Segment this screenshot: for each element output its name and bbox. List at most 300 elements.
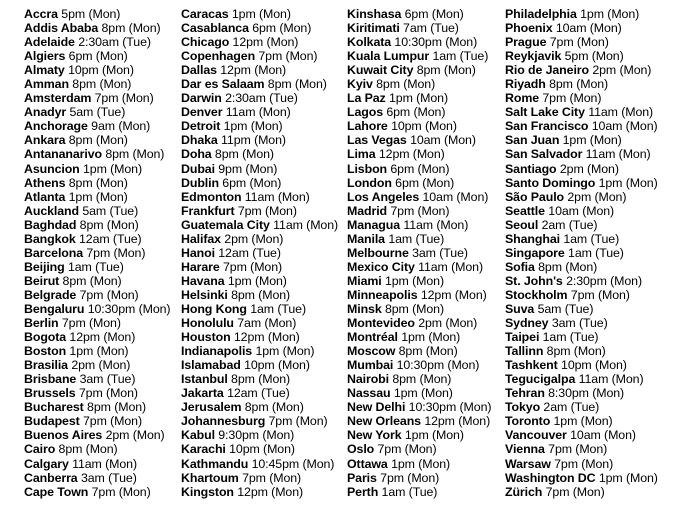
list-item: [347, 274, 491, 288]
list-item: [181, 344, 338, 358]
list-item: [181, 302, 338, 316]
city-name: Khartoum: [181, 470, 239, 485]
list-item: [347, 288, 491, 302]
list-item: [24, 63, 170, 77]
list-item: [181, 330, 338, 344]
local-time: 1am (Tue): [432, 49, 489, 64]
city-name: Santo Domingo: [505, 175, 596, 190]
list-item: [505, 428, 658, 442]
local-time: 12am (Tue): [218, 245, 281, 260]
world-clock-list: [0, 7, 690, 523]
city-name: Jakarta: [181, 386, 224, 401]
list-item: [181, 91, 338, 105]
list-item: [181, 133, 338, 147]
local-time: 1pm (Mon): [389, 91, 449, 106]
local-time: 7pm (Mon): [86, 245, 146, 260]
list-item: [347, 204, 491, 218]
list-item: [505, 91, 658, 105]
local-time: 9am (Mon): [91, 119, 151, 134]
list-item: [181, 77, 338, 91]
city-name: Prague: [505, 35, 547, 50]
local-time: 10am (Mon): [410, 133, 476, 148]
local-time: 1pm (Mon): [401, 330, 461, 345]
local-time: 2pm (Mon): [567, 189, 627, 204]
city-name: Dublin: [181, 175, 219, 190]
local-time: 10pm (Mon): [561, 358, 627, 373]
city-name: Auckland: [24, 203, 79, 218]
city-name: Tashkent: [505, 358, 558, 373]
city-name: Sydney: [505, 316, 549, 331]
list-item: [347, 49, 491, 63]
list-item: [347, 358, 491, 372]
city-name: Almaty: [24, 63, 65, 78]
list-item: [347, 386, 491, 400]
city-name: Sofia: [505, 259, 535, 274]
local-time: 5am (Tue): [69, 105, 126, 120]
local-time: 3am (Tue): [412, 245, 468, 260]
city-name: Melbourne: [347, 245, 409, 260]
list-item: [181, 316, 338, 330]
local-time: 2:30am (Tue): [78, 35, 151, 50]
city-name: Brisbane: [24, 372, 77, 387]
list-item: [24, 471, 170, 485]
local-time: 10pm (Mon): [68, 63, 134, 78]
list-item: [24, 147, 170, 161]
list-item: [347, 442, 491, 456]
list-item: [181, 442, 338, 456]
local-time: 11am (Mon): [244, 189, 310, 204]
list-item: [505, 7, 658, 21]
local-time: 7am (Tue): [403, 21, 459, 36]
list-item: [24, 358, 170, 372]
city-name: Oslo: [347, 442, 375, 457]
city-name: Ankara: [24, 133, 66, 148]
local-time: 7pm (Mon): [545, 484, 605, 499]
city-name: Harare: [181, 259, 220, 274]
local-time: 7pm (Mon): [242, 470, 302, 485]
list-item: [505, 133, 658, 147]
city-name: Doha: [181, 147, 212, 162]
city-name: London: [347, 175, 392, 190]
list-item: [24, 288, 170, 302]
local-time: 11am (Mon): [403, 217, 469, 232]
city-name: Moscow: [347, 344, 396, 359]
city-name: Ottawa: [347, 456, 388, 471]
city-name: Helsinki: [181, 287, 228, 302]
list-item: [505, 190, 658, 204]
list-item: [181, 190, 338, 204]
local-time: 10am (Mon): [548, 203, 615, 218]
local-time: 2:30pm (Mon): [566, 273, 642, 288]
city-name: Indianapolis: [181, 344, 253, 359]
local-time: 12am (Tue): [78, 231, 142, 246]
city-name: Los Angeles: [347, 189, 420, 204]
list-item: [505, 218, 658, 232]
local-time: 2pm (Mon): [559, 161, 619, 176]
city-name: Dhaka: [181, 133, 218, 148]
city-name: Chicago: [181, 35, 230, 50]
city-name: Nairobi: [347, 372, 389, 387]
local-time: 10pm (Mon): [391, 119, 457, 134]
local-time: 5am (Tue): [537, 301, 594, 316]
list-item: [347, 218, 491, 232]
local-time: 6pm (Mon): [68, 49, 128, 64]
local-time: 5pm (Mon): [564, 49, 624, 64]
local-time: 8pm (Mon): [244, 400, 304, 415]
list-item: [181, 176, 338, 190]
city-name: Stockholm: [505, 287, 568, 302]
list-item: [347, 457, 491, 471]
city-name: Adelaide: [24, 35, 75, 50]
city-name: Dubai: [181, 161, 215, 176]
city-name: Manila: [347, 231, 385, 246]
list-item: [505, 246, 658, 260]
list-item: [181, 288, 338, 302]
city-name: Buenos Aires: [24, 428, 103, 443]
city-name: Rome: [505, 91, 540, 106]
city-name: Mumbai: [347, 358, 394, 373]
city-name: Hanoi: [181, 245, 215, 260]
list-item: [24, 485, 170, 499]
column-1: [24, 7, 170, 499]
local-time: 1am (Tue): [250, 301, 306, 316]
city-name: Cape Town: [24, 484, 89, 499]
city-name: Beirut: [24, 273, 60, 288]
list-item: [347, 428, 491, 442]
local-time: 6pm (Mon): [390, 161, 450, 176]
local-time: 1pm (Mon): [553, 414, 613, 429]
local-time: 1pm (Mon): [223, 119, 283, 134]
local-time: 1pm (Mon): [69, 344, 129, 359]
list-item: [505, 21, 658, 35]
list-item: [24, 21, 170, 35]
city-name: La Paz: [347, 91, 386, 106]
list-item: [181, 63, 338, 77]
city-name: Caracas: [181, 7, 229, 21]
city-name: Houston: [181, 330, 231, 345]
list-item: [505, 147, 658, 161]
local-time: 2pm (Mon): [224, 231, 284, 246]
city-name: Brasilia: [24, 358, 68, 373]
list-item: [24, 457, 170, 471]
list-item: [181, 485, 338, 499]
local-time: 1am (Tue): [542, 330, 599, 345]
local-time: 7pm (Mon): [61, 316, 121, 331]
city-name: Havana: [181, 273, 225, 288]
city-name: Canberra: [24, 470, 78, 485]
list-item: [505, 372, 658, 386]
list-item: [347, 302, 491, 316]
local-time: 10am (Mon): [570, 428, 636, 443]
list-item: [505, 77, 658, 91]
list-item: [24, 344, 170, 358]
city-name: Seattle: [505, 203, 545, 218]
city-name: Baghdad: [24, 217, 77, 232]
city-name: Shanghai: [505, 231, 560, 246]
local-time: 12pm (Mon): [378, 147, 445, 162]
list-item: [505, 471, 658, 485]
local-time: 11am (Mon): [418, 259, 483, 274]
list-item: [505, 35, 658, 49]
list-item: [347, 400, 491, 414]
city-name: Brussels: [24, 386, 76, 401]
list-item: [505, 119, 658, 133]
local-time: 6pm (Mon): [404, 7, 464, 21]
list-item: [505, 414, 658, 428]
local-time: 8pm (Mon): [101, 21, 161, 36]
list-item: [505, 442, 658, 456]
city-name: Asuncion: [24, 161, 80, 176]
list-item: [347, 190, 491, 204]
list-item: [347, 246, 491, 260]
city-name: Santiago: [505, 161, 557, 176]
list-item: [181, 232, 338, 246]
city-name: Taipei: [505, 330, 540, 345]
local-time: 7pm (Mon): [549, 35, 609, 50]
list-item: [24, 77, 170, 91]
local-time: 7pm (Mon): [237, 203, 297, 218]
city-name: New Delhi: [347, 400, 406, 415]
city-name: Anadyr: [24, 105, 67, 120]
list-item: [347, 344, 491, 358]
local-time: 2pm (Mon): [592, 63, 652, 78]
list-item: [24, 7, 170, 21]
city-name: Detroit: [181, 119, 221, 134]
list-item: [347, 372, 491, 386]
city-name: Toronto: [505, 414, 551, 429]
city-name: Philadelphia: [505, 7, 577, 21]
list-item: [347, 232, 491, 246]
list-item: [347, 162, 491, 176]
local-time: 10:30pm (Mon): [408, 400, 492, 415]
city-name: Reykjavik: [505, 49, 562, 64]
list-item: [181, 119, 338, 133]
city-name: Tehran: [505, 386, 545, 401]
city-name: Mexico City: [347, 259, 415, 274]
city-name: New Orleans: [347, 414, 421, 429]
local-time: 8pm (Mon): [267, 77, 327, 92]
column-3: [347, 7, 491, 499]
local-time: 2am (Tue): [541, 217, 598, 232]
city-name: Singapore: [505, 245, 565, 260]
local-time: 12pm (Mon): [420, 287, 487, 302]
local-time: 1pm (Mon): [562, 133, 622, 148]
list-item: [24, 35, 170, 49]
local-time: 1pm (Mon): [83, 161, 143, 176]
local-time: 2pm (Mon): [71, 358, 131, 373]
list-item: [24, 274, 170, 288]
list-item: [24, 204, 170, 218]
local-time: 7pm (Mon): [570, 287, 630, 302]
city-name: San Juan: [505, 133, 560, 148]
local-time: 1am (Tue): [388, 231, 445, 246]
city-name: Montevideo: [347, 316, 415, 331]
local-time: 8pm (Mon): [105, 147, 165, 162]
city-name: Las Vegas: [347, 133, 407, 148]
list-item: [505, 457, 658, 471]
list-item: [347, 21, 491, 35]
local-time: 1am (Tue): [381, 484, 438, 499]
list-item: [505, 260, 658, 274]
local-time: 12pm (Mon): [220, 63, 287, 78]
city-name: Boston: [24, 344, 67, 359]
city-name: Kathmandu: [181, 456, 249, 471]
list-item: [505, 358, 658, 372]
city-name: Denver: [181, 105, 223, 120]
city-name: Warsaw: [505, 456, 551, 471]
list-item: [181, 358, 338, 372]
local-time: 8pm (Mon): [72, 77, 132, 92]
local-time: 1pm (Mon): [255, 344, 315, 359]
list-item: [24, 133, 170, 147]
city-name: Belgrade: [24, 287, 77, 302]
city-name: Nassau: [347, 386, 391, 401]
local-time: 10am (Mon): [555, 21, 622, 36]
city-name: Kingston: [181, 484, 234, 499]
list-item: [181, 260, 338, 274]
list-item: [181, 7, 338, 21]
list-item: [505, 232, 658, 246]
city-name: Kabul: [181, 428, 215, 443]
list-item: [347, 63, 491, 77]
local-time: 9pm (Mon): [218, 161, 278, 176]
city-name: Tegucigalpa: [505, 372, 576, 387]
city-name: Anchorage: [24, 119, 88, 134]
city-name: Riyadh: [505, 77, 546, 92]
local-time: 6pm (Mon): [252, 21, 312, 36]
list-item: [347, 119, 491, 133]
list-item: [181, 147, 338, 161]
city-name: Islamabad: [181, 358, 241, 373]
local-time: 7pm (Mon): [258, 49, 318, 64]
local-time: 7am (Mon): [237, 316, 297, 331]
city-name: Kuwait City: [347, 63, 414, 78]
local-time: 11am (Mon): [578, 372, 644, 387]
list-item: [24, 49, 170, 63]
list-item: [347, 91, 491, 105]
local-time: 7pm (Mon): [91, 484, 151, 499]
city-name: Barcelona: [24, 245, 84, 260]
local-time: 11am (Mon): [588, 105, 654, 120]
list-item: [181, 428, 338, 442]
local-time: 3am (Tue): [79, 372, 136, 387]
city-name: Dar es Salaam: [181, 77, 265, 92]
city-name: Copenhagen: [181, 49, 256, 64]
city-name: Antananarivo: [24, 147, 102, 162]
list-item: [347, 105, 491, 119]
city-name: Seoul: [505, 217, 539, 232]
list-item: [505, 485, 658, 499]
city-name: Paris: [347, 470, 377, 485]
local-time: 2am (Tue): [543, 400, 600, 415]
local-time: 7pm (Mon): [268, 414, 328, 429]
local-time: 7pm (Mon): [554, 456, 614, 471]
city-name: Bangkok: [24, 231, 76, 246]
local-time: 1pm (Mon): [404, 428, 464, 443]
list-item: [181, 457, 338, 471]
city-name: Tallinn: [505, 344, 544, 359]
list-item: [181, 218, 338, 232]
list-item: [181, 162, 338, 176]
list-item: [181, 246, 338, 260]
local-time: 8pm (Mon): [376, 77, 436, 92]
city-name: Tokyo: [505, 400, 541, 415]
city-name: Amsterdam: [24, 91, 92, 106]
local-time: 11am (Mon): [72, 456, 137, 471]
local-time: 8pm (Mon): [538, 259, 598, 274]
city-name: New York: [347, 428, 402, 443]
local-time: 11am (Mon): [273, 217, 339, 232]
city-name: Phoenix: [505, 21, 553, 36]
list-item: [24, 442, 170, 456]
city-name: St. John's: [505, 273, 563, 288]
city-name: Vienna: [505, 442, 545, 457]
city-name: Vancouver: [505, 428, 567, 443]
list-item: [181, 204, 338, 218]
local-time: 5am (Tue): [82, 203, 139, 218]
city-name: Kinshasa: [347, 7, 402, 21]
city-name: Istanbul: [181, 372, 228, 387]
list-item: [505, 330, 658, 344]
list-item: [181, 400, 338, 414]
local-time: 12pm (Mon): [232, 35, 299, 50]
city-name: Jerusalem: [181, 400, 242, 415]
city-name: Honolulu: [181, 316, 234, 331]
list-item: [24, 190, 170, 204]
list-item: [24, 260, 170, 274]
local-time: 8pm (Mon): [384, 301, 444, 316]
local-time: 8:30pm (Mon): [548, 386, 625, 401]
local-time: 1pm (Mon): [384, 273, 444, 288]
city-name: Minsk: [347, 301, 382, 316]
local-time: 1pm (Mon): [580, 7, 640, 21]
city-name: Beijing: [24, 259, 65, 274]
list-item: [505, 49, 658, 63]
local-time: 1am (Tue): [67, 259, 124, 274]
city-name: Lagos: [347, 105, 383, 120]
list-item: [347, 7, 491, 21]
city-name: Casablanca: [181, 21, 249, 36]
local-time: 8pm (Mon): [58, 442, 118, 457]
list-item: [505, 204, 658, 218]
city-name: Frankfurt: [181, 203, 235, 218]
list-item: [24, 119, 170, 133]
local-time: 7pm (Mon): [83, 414, 143, 429]
local-time: 2pm (Mon): [418, 316, 478, 331]
list-item: [505, 63, 658, 77]
local-time: 10:30pm (Mon): [396, 358, 480, 373]
list-item: [24, 316, 170, 330]
list-item: [24, 302, 170, 316]
local-time: 1pm (Mon): [391, 456, 451, 471]
city-name: Minneapolis: [347, 287, 418, 302]
local-time: 12pm (Mon): [237, 484, 304, 499]
local-time: 3am (Tue): [80, 470, 137, 485]
list-item: [24, 232, 170, 246]
local-time: 7pm (Mon): [79, 287, 139, 302]
list-item: [505, 316, 658, 330]
list-item: [505, 105, 658, 119]
list-item: [347, 35, 491, 49]
city-name: Addis Ababa: [24, 21, 99, 36]
local-time: 11pm (Mon): [221, 133, 286, 148]
local-time: 6pm (Mon): [386, 105, 446, 120]
local-time: 1pm (Mon): [393, 386, 453, 401]
city-name: Darwin: [181, 91, 222, 106]
city-name: Kuala Lumpur: [347, 49, 430, 64]
city-name: San Salvador: [505, 147, 583, 162]
local-time: 8pm (Mon): [392, 372, 452, 387]
